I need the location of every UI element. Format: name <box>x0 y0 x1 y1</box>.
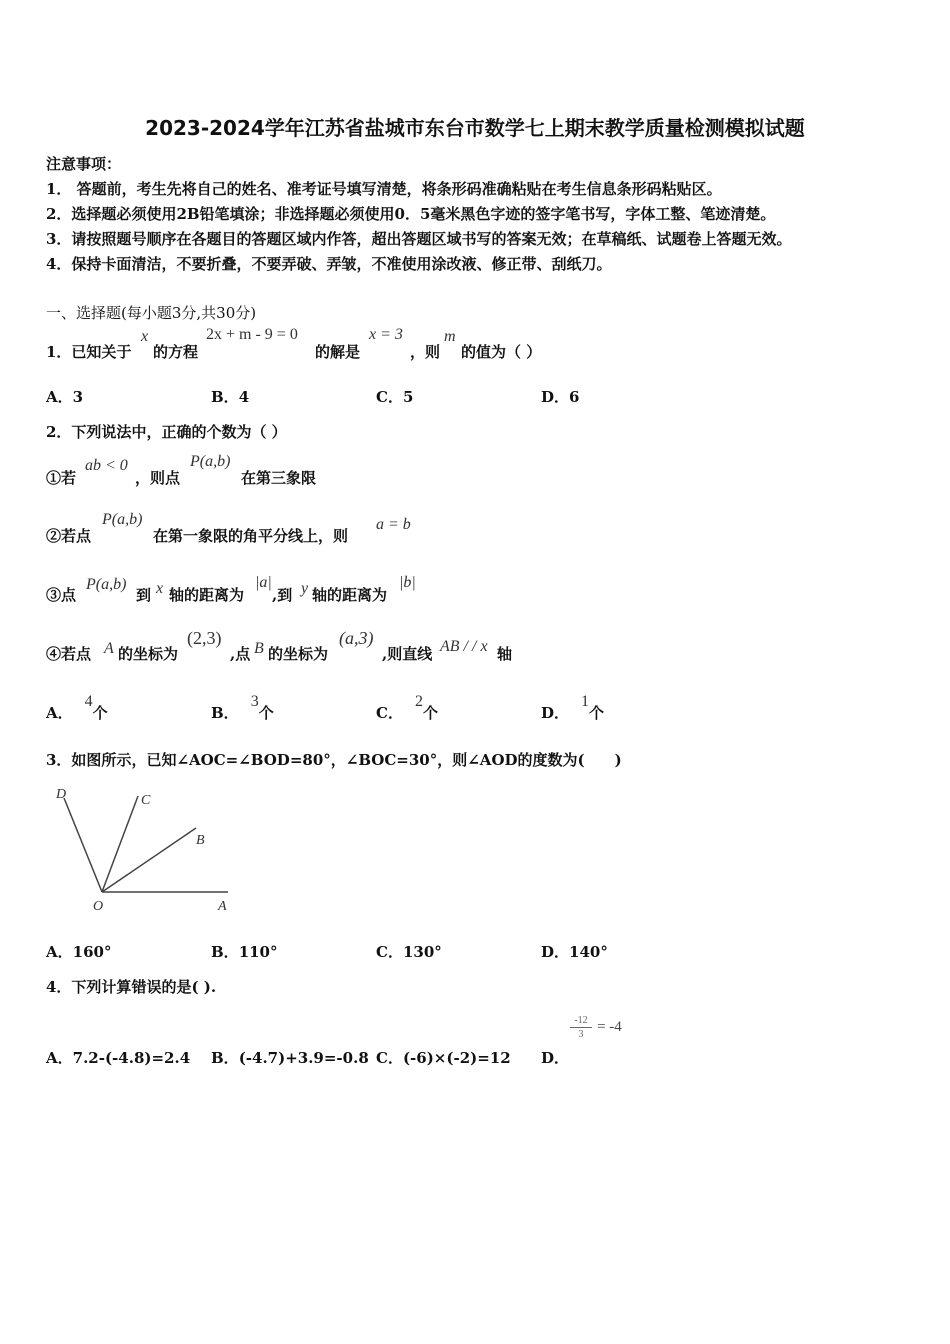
q1-option-a[interactable]: A．3 <box>46 388 84 406</box>
q2-s1-math: ab < 0 <box>85 457 128 474</box>
q3-option-c[interactable]: C．130° <box>376 943 442 961</box>
q2-s3-text: 轴的距离为 <box>169 586 245 604</box>
q1-option-b[interactable]: B．4 <box>211 388 250 406</box>
notice-item: 1． 答题前，考生先将自己的姓名、准考证号填写清楚，将条形码准确粘贴在考生信息条形码粘贴区。 <box>46 180 722 198</box>
q3-option-d[interactable]: D．140° <box>541 943 608 961</box>
section-heading: 一、选择题(每小题3分,共30分) <box>46 304 257 322</box>
q4-d-expression <box>570 1015 622 1040</box>
label-b: B <box>196 833 205 848</box>
q1-text-1: 1．已知关于 <box>46 343 132 361</box>
q1-text-3: 的解是 <box>315 343 361 361</box>
q2-s4-text: ,点 <box>230 645 251 663</box>
label-d: D <box>56 787 67 802</box>
q2-s1-text: ，则点 <box>135 469 181 487</box>
fraction-numerator: -12 <box>574 1015 588 1026</box>
q3-stem: 3．如图所示，已知∠AOC=∠BOD=80°，∠BOC=30°，则∠AOD的度数为( ) <box>46 751 622 769</box>
q2-s3-text: 到 <box>136 586 152 604</box>
q2-s4-coord-a: (2,3) <box>187 628 222 648</box>
q3-option-a[interactable]: A．160° <box>46 943 112 961</box>
q2-s4-a: A <box>104 640 114 657</box>
q1-equation: 2x + m - 9 = 0 <box>206 326 298 343</box>
q4-option-a[interactable]: A．7.2-(-4.8)=2.4 <box>46 1049 191 1067</box>
q2-s3-abs-a: |a| <box>255 574 272 591</box>
q2-s2-point: P(a,b) <box>102 511 143 528</box>
notice-heading: 注意事项： <box>46 155 122 173</box>
q2-s4-text: ④若点 <box>46 645 92 663</box>
q1-option-d[interactable]: D．6 <box>541 388 580 406</box>
q2-s3-text: ,到 <box>272 586 293 604</box>
q2-s4-text: 轴 <box>497 645 513 663</box>
q2-s2-text: 在第一象限的角平分线上，则 <box>153 527 349 545</box>
q2-stem: 2．下列说法中，正确的个数为（ ） <box>46 423 287 441</box>
q2-option-d[interactable]: D．1个 <box>541 693 605 722</box>
label-c: C <box>141 793 151 808</box>
q1-text-2: 的方程 <box>153 343 199 361</box>
q1-option-c[interactable]: C．5 <box>376 388 414 406</box>
q2-s4-b: B <box>254 640 264 657</box>
q2-s3-text: 轴的距离为 <box>312 586 388 604</box>
q2-s4-text: 的坐标为 <box>268 645 329 663</box>
q1-solution: x = 3 <box>369 326 403 343</box>
q2-s3-text: ③点 <box>46 586 77 604</box>
q2-option-b[interactable]: B．3个 <box>211 693 274 722</box>
q2-s1-text: ①若 <box>46 469 77 487</box>
q2-s4-text: ,则直线 <box>382 645 433 663</box>
q4-option-c[interactable]: C．(-6)×(-2)=12 <box>376 1049 511 1067</box>
q2-s3-point: P(a,b) <box>86 576 127 593</box>
page-title: 2023-2024学年江苏省盐城市东台市数学七上期末教学质量检测模拟试题 <box>145 116 805 140</box>
notice-item: 3．请按照题号顺序在各题目的答题区域内作答，超出答题区域书写的答案无效；在草稿纸、试题卷上答题无效。 <box>46 230 792 248</box>
ray-od <box>64 798 102 892</box>
q2-s2-math: a = b <box>376 516 411 533</box>
angle-figure <box>46 780 246 920</box>
notice-item: 2．选择题必须使用2B铅笔填涂；非选择题必须使用0．5毫米黑色字迹的签字笔书写，字体工整、笔迹清楚。 <box>46 205 776 223</box>
q4-d-rhs: = -4 <box>597 1019 622 1035</box>
q1-var-x: x <box>141 328 149 345</box>
label-a: A <box>218 899 227 914</box>
q4-option-d[interactable]: D． <box>541 1049 570 1067</box>
q1-text-5: 的值为（ ） <box>461 343 542 361</box>
q2-s1-text: 在第三象限 <box>241 469 317 487</box>
q2-s4-coord-b: (a,3) <box>339 628 374 648</box>
ray-oc <box>102 796 138 892</box>
q2-s3-y: y <box>301 580 309 597</box>
q4-stem: 4．下列计算错误的是( ). <box>46 978 217 996</box>
label-o: O <box>93 899 104 914</box>
q2-s2-text: ②若点 <box>46 527 92 545</box>
q1-var-m: m <box>444 328 456 345</box>
q1-text-4: ，则 <box>410 343 441 361</box>
q2-option-c[interactable]: C．2个 <box>376 693 438 722</box>
q2-s3-x: x <box>156 580 164 597</box>
q2-option-a[interactable]: A．4个 <box>46 693 108 722</box>
q2-s1-point: P(a,b) <box>190 453 231 470</box>
notice-item: 4．保持卡面清洁，不要折叠，不要弄破、弄皱，不准使用涂改液、修正带、刮纸刀。 <box>46 255 612 273</box>
q2-s4-text: 的坐标为 <box>118 645 179 663</box>
ray-ob <box>102 828 196 892</box>
q3-option-b[interactable]: B．110° <box>211 943 278 961</box>
q2-s4-parallel: AB / / x <box>440 638 488 655</box>
fraction-denominator: 3 <box>578 1029 584 1040</box>
q2-s3-abs-b: |b| <box>399 574 416 591</box>
q4-option-b[interactable]: B．(-4.7)+3.9=-0.8 <box>211 1049 369 1067</box>
